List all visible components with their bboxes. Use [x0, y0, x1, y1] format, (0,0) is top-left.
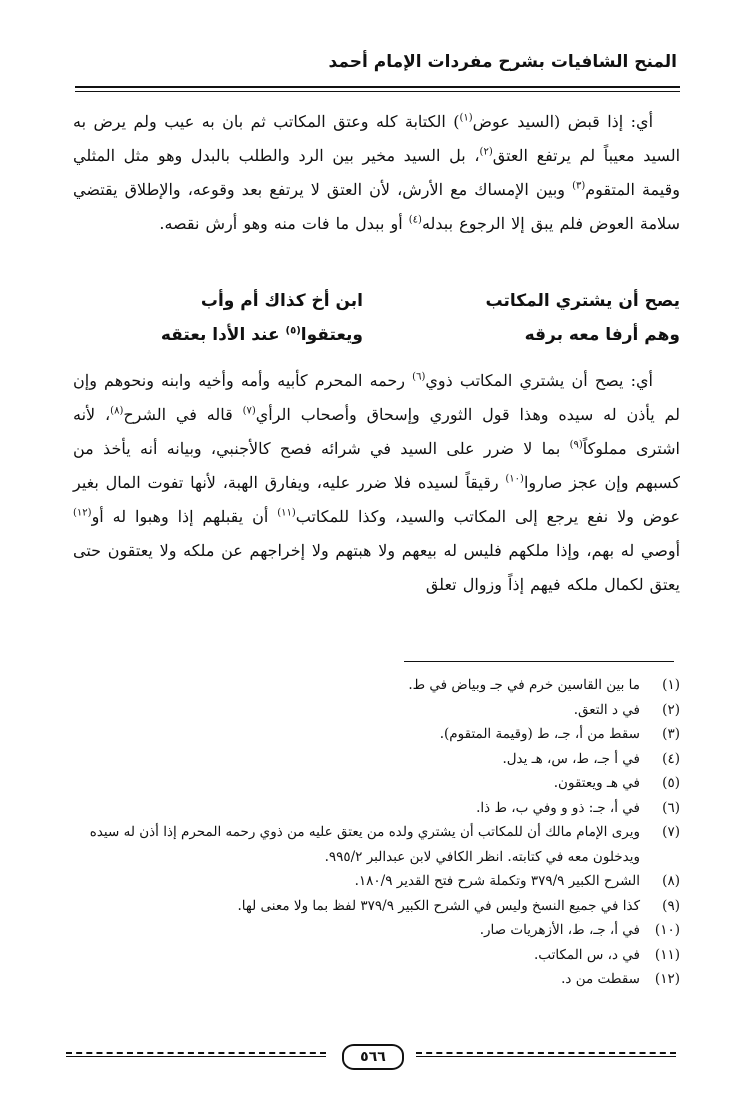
footnote-text: ما بين القاسين خرم في جـ وبياض في ط. — [408, 677, 640, 693]
footnote-marker[interactable]: (٥) — [285, 325, 301, 337]
footnote-marker[interactable]: (٣) — [572, 180, 586, 192]
footnote-marker[interactable]: (٢) — [479, 146, 493, 158]
footnote-marker[interactable]: (١١) — [277, 507, 296, 519]
footnote-number: (٧) — [662, 824, 680, 840]
poem-verses — [73, 284, 680, 352]
footnote-item — [73, 820, 680, 869]
footnote-separator — [404, 661, 674, 662]
footnote-text: في د، س المكاتب. — [534, 946, 640, 963]
footnote-text: في أ جـ، ط، س، هـ يدل. — [502, 750, 640, 767]
footnote-text: في أ، جـ، ط، الأزهريات صار. — [479, 922, 640, 938]
paragraph-1-text: أي: إذا قبض (السيد عوض$^{(١)}$) الكتابة كله وعتق المكاتب ثم بان به عيب ولم يرض به السيد معيباً لم يرتفع العتق$^{(٢)}$، بل السيد مخير بين الرد والطلب بالبدل وهو مثل المثلي وقيمة المتقوم$^{(٣)}$ وبين الإمساك مع الأرش، لأن العتق لا يرتفع بعد وقوعه، والإطلاق يقتضي سلامة العوض فلم يبق إلا الرجوع ببدله$^{(٤)}$ أو ببدل ما فات منه وهو أرش نقصه. — [73, 112, 681, 233]
footnote-text: كذا في جميع النسخ وليس في الشرح الكبير ٣٧٩/٩ لفظ بما ولا معنى لها. — [237, 897, 640, 914]
poem-hemistich-first: وهم أرفا معه برقه — [524, 325, 680, 345]
footnote-marker[interactable]: (١٠) — [505, 473, 524, 485]
poem-line — [73, 284, 680, 318]
footnote-marker[interactable]: (١٢) — [73, 507, 92, 519]
footnote-item — [73, 894, 680, 919]
footnote-number: (١٠) — [654, 922, 680, 938]
footnote-item — [73, 747, 680, 772]
poem-hemistich-second: ويعتقوا$^{(٥)}$ عند الأدا بعتقه — [160, 325, 363, 345]
footnote-item — [73, 967, 680, 992]
footnote-number: (٣) — [662, 726, 680, 742]
footnote-item — [73, 698, 680, 723]
footnote-number: (٦) — [662, 799, 680, 816]
footnote-text: سقطت من د. — [561, 971, 640, 987]
footer-dashed-rule-right — [416, 1052, 676, 1057]
footnote-number: (٢) — [662, 701, 680, 718]
footnote-item — [73, 918, 680, 943]
footnote-marker[interactable]: (٤) — [408, 214, 422, 226]
header-rule-thin — [75, 91, 680, 92]
footnote-text: في هـ ويعتقون. — [553, 775, 640, 791]
footnote-item — [73, 943, 680, 968]
poem-hemistich-first: يصح أن يشتري المكاتب — [485, 291, 680, 311]
footnote-number: (٥) — [662, 775, 680, 791]
paragraph-2-text: أي: يصح أن يشتري المكاتب ذوي$^{(٦)}$ رحمه المحرم كأبيه وأمه وأخيه وابنه ونحوهم وإن لم يأذن له سيده وهذا قول الثوري وإسحاق وأصحاب الرأي$^{(٧)}$ قاله في الشرح$^{(٨)}$، لأنه اشترى مملوكاً$^{(٩)}$ بما لا ضرر على السيد في شرائه فصح كالأجنبي، وبيانه أنه يأخذ من كسبهم وإن عجز صاروا$^{(١٠)}$ رقيقاً لسيده فلا ضرر عليه، ويفارق الهبة، لأنها تفوت المال بغير عوض ولا نفع يرجع إلى المكاتب والسيد، وكذا للمكاتب$^{(١١)}$ أن يقبلهم إذا وهبوا له أو$^{(١٢)}$ أوصي له بهم، وإذا ملكهم فليس له بيعهم ولا هبتهم ولا إخراجهم عن ملكه ولا يعتقون حتى يعتق لكمال ملكه فيهم إذاً وزوال تعلق — [73, 371, 681, 594]
footnote-item — [73, 722, 680, 747]
commentary-paragraph-2 — [73, 364, 680, 602]
footnote-item — [73, 869, 680, 894]
footnote-item — [73, 796, 680, 821]
footnote-number: (٩) — [662, 897, 680, 914]
footnote-marker[interactable]: (٦) — [412, 371, 426, 383]
footnote-number: (١١) — [654, 946, 680, 963]
page-number: ٥٦٦ — [342, 1044, 404, 1070]
footnotes-list — [73, 673, 680, 992]
footnote-marker[interactable]: (٨) — [110, 405, 124, 417]
footnote-marker[interactable]: (٧) — [242, 405, 256, 417]
footnote-number: (٨) — [662, 873, 680, 889]
footnote-item — [73, 673, 680, 698]
footnote-text: سقط من أ، جـ، ط (وقيمة المتقوم). — [439, 726, 640, 742]
footnote-number: (١) — [662, 677, 680, 693]
footnote-text: الشرح الكبير ٣٧٩/٩ وتكملة شرح فتح القدير ١٨٠/٩. — [354, 873, 640, 889]
footnote-marker[interactable]: (٩) — [569, 439, 583, 451]
header-rule-thick — [75, 86, 680, 88]
page-footer — [66, 1044, 676, 1068]
footer-dashed-rule-left — [66, 1052, 326, 1057]
commentary-paragraph-1 — [73, 105, 680, 241]
footnote-number: (١٢) — [654, 971, 680, 987]
poem-line — [73, 318, 680, 352]
footnote-text: في د التعق. — [573, 701, 640, 718]
footnote-marker[interactable]: (١) — [459, 112, 473, 124]
footnote-text: ويرى الإمام مالك أن للمكاتب أن يشتري ولده من يعتق عليه من ذوي رحمه المحرم إذا أذن له سيده ويدخلون معه في كتابته. انظر الكافي لابن عبدالبر ٩٩٥/٢. — [89, 824, 640, 865]
poem-hemistich-second: ابن أخ كذاك أم وأب — [200, 291, 363, 311]
footnote-text: في أ، جـ: ذو و وفي ب، ط ذا. — [476, 799, 640, 816]
running-title: المنح الشافيات بشرح مفردات الإمام أحمد — [328, 52, 677, 72]
footnote-number: (٤) — [662, 750, 680, 767]
footnote-item — [73, 771, 680, 796]
